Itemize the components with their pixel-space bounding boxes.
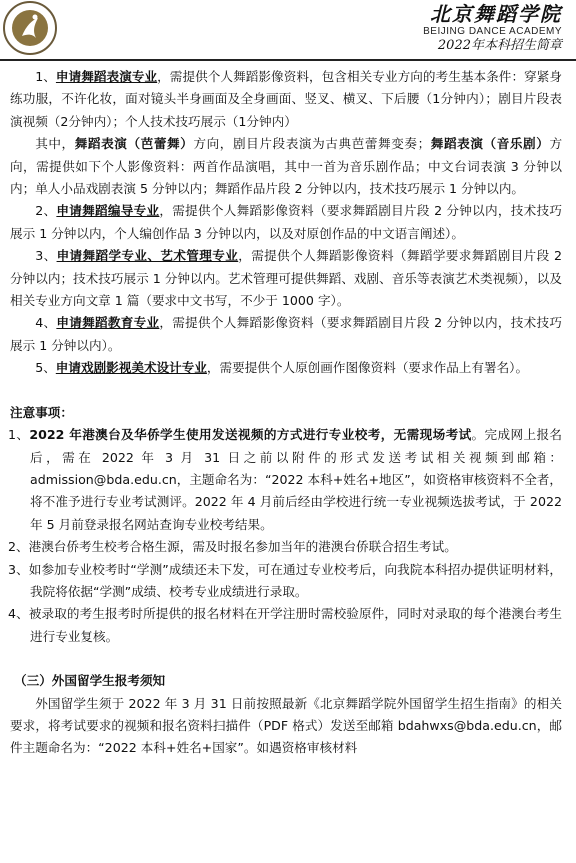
notice-item-1: 1、2022 年港澳台及华侨学生使用发送视频的方式进行专业校考，无需现场考试。完成网上报名后，需在 2022 年 3 月 31 日之前以附件的形式发送考试相关视频到邮箱：admission@bda.edu.cn，主题命名为：“2022 本科+姓名+地区”，如资格审核资料不全者，将不准予进行专业考试测评。2022 年 4 月前后经由学校进行统一专业视频选拔考试，于 2022 年 5 月前登录报名网站查询专业校考结果。 xyxy=(8,427,563,532)
item-4: 4、申请舞蹈教育专业，需提供个人舞蹈影像资料（要求舞蹈剧目片段 2 分钟以内，技术技巧展示 1 分钟以内）。 xyxy=(10,315,562,353)
item-1: 1、申请舞蹈表演专业，需提供个人舞蹈影像资料，包含相关专业方向的考生基本条件：穿紧身练功服，不许化妆，面对镜头半身画面及全身画面、竖叉、横叉、下后腰（1分钟内）；剧目片段表演视频（2分钟内）；个人技术技巧展示（1分钟内） xyxy=(10,69,563,129)
brand-title-en: BEIJING DANCE ACADEMY xyxy=(423,26,562,37)
notice-item-4: 4、被录取的考生报考时所提供的报名材料在开学注册时需校验原件，同时对录取的每个港澳台考生进行专业复核。 xyxy=(8,606,563,644)
header-divider xyxy=(0,59,576,61)
spacer xyxy=(0,648,576,670)
page-header xyxy=(0,0,576,58)
brand-title-cn: 北京舞蹈学院 xyxy=(430,2,562,26)
academy-logo-icon xyxy=(2,0,58,56)
section-3-body: 外国留学生须于 2022 年 3 月 31 日前按照最新《北京舞蹈学院外国留学生招生指南》的相关要求，将考试要求的视频和报名资料扫描件（PDF 格式）发送至邮箱 bdahwxs@bda.edu.cn，邮件主题命名为：“2022 本科+姓名+国家”。如遇资格审核材料 xyxy=(10,695,562,756)
section-3-title: （三）外国留学生报考须知 xyxy=(14,673,166,689)
notice-title: 注意事项： xyxy=(10,404,73,420)
item-1-detail: 其中，舞蹈表演（芭蕾舞）方向，剧目片段表演为古典芭蕾舞变奏；舞蹈表演（音乐剧）方向，需提供如下个人影像资料：两首作品演唱，其中一首为音乐剧作品；中文台词表演 3 分钟以内；单人小品戏剧表演 5 分钟以内；舞蹈作品片段 2 分钟以内，技术技巧展示 1 分钟以内。 xyxy=(10,136,563,197)
spacer xyxy=(0,380,576,402)
document-body xyxy=(0,66,576,760)
item-3: 3、申请舞蹈学专业、艺术管理专业，需提供个人舞蹈影像资料（舞蹈学要求舞蹈剧目片段 2 分钟以内；技术技巧展示 1 分钟以内。艺术管理可提供舞蹈、戏剧、音乐等表演艺术类视频），以及相关专业方向文章 1 篇（要求中文书写，不少于 1000 字）。 xyxy=(10,248,563,309)
item-5: 5、申请戏剧影视美术设计专业，需要提供个人原创画作图像资料（要求作品上有署名）。 xyxy=(35,360,529,376)
brand-subtitle: 2022年本科招生简章 xyxy=(437,38,562,53)
brand-block xyxy=(423,2,562,55)
notice-item-2: 2、港澳台侨考生校考合格生源，需及时报名参加当年的港澳台侨联合招生考试。 xyxy=(8,539,457,555)
notice-item-3: 3、如参加专业校考时“学测”成绩还未下发，可在通过专业校考后，向我院本科招办提供证明材料，我院将依据“学测”成绩、校考专业成绩进行录取。 xyxy=(8,561,562,599)
item-2: 2、申请舞蹈编导专业，需提供个人舞蹈影像资料（要求舞蹈剧目片段 2 分钟以内，技术技巧展示 1 分钟以内，个人编创作品 3 分钟以内，以及对原创作品的中文语言阐述）。 xyxy=(10,203,562,241)
